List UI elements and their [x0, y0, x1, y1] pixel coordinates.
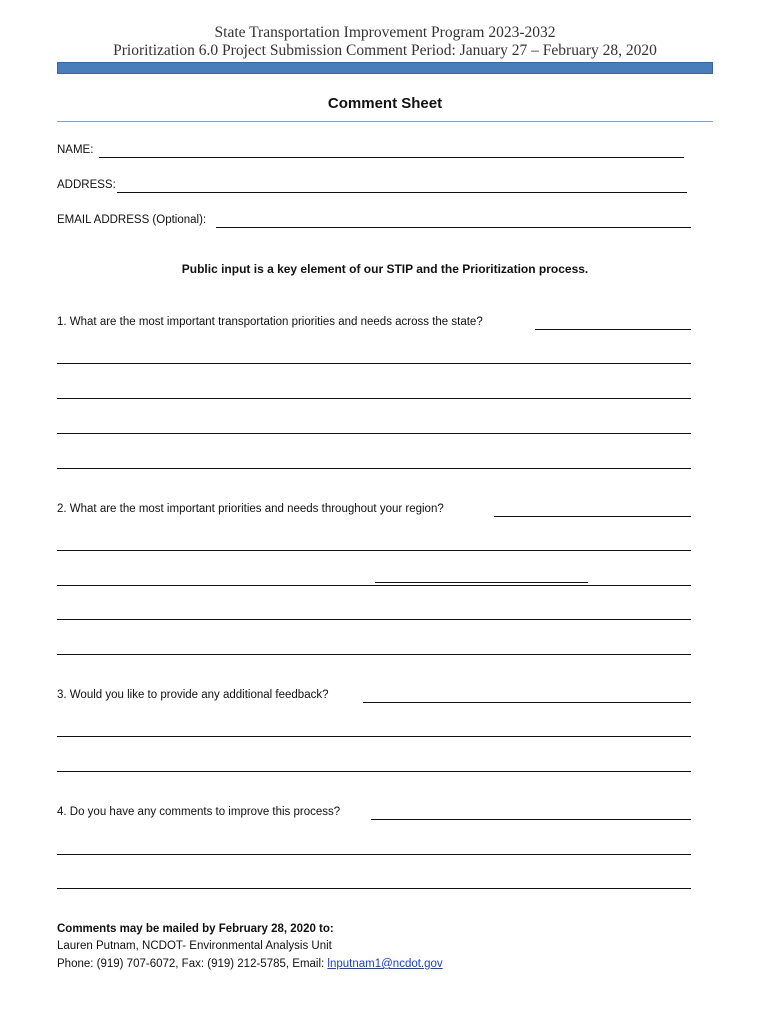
phone-fax-text: Phone: (919) 707-6072, Fax: (919) 212-5785, Email: — [57, 958, 328, 970]
question-4-answer-line[interactable] — [57, 888, 691, 889]
question-2-answer-underline — [375, 582, 588, 583]
address-field[interactable] — [117, 192, 687, 193]
question-1-answer-line[interactable] — [535, 329, 691, 330]
header-blue-bar — [57, 62, 713, 74]
question-1-answer-line[interactable] — [57, 398, 691, 399]
question-2-answer-line[interactable] — [494, 516, 691, 517]
question-3-answer-line[interactable] — [363, 702, 691, 703]
question-2-answer-line[interactable] — [57, 654, 691, 655]
address-label: ADDRESS: — [57, 179, 116, 191]
question-2-answer-line[interactable] — [57, 585, 691, 586]
header-line-1: State Transportation Improvement Program 2023-2032 — [214, 24, 556, 41]
question-1-label: 1. What are the most important transportation priorities and needs across the state? — [57, 316, 483, 328]
question-2-answer-line[interactable] — [57, 619, 691, 620]
intro-statement: Public input is a key element of our STIP and the Prioritization process. — [181, 262, 589, 276]
question-1-answer-line[interactable] — [57, 363, 691, 364]
email-field[interactable] — [216, 227, 691, 228]
name-field[interactable] — [99, 157, 684, 158]
question-4-label: 4. Do you have any comments to improve this process? — [57, 806, 341, 818]
contact-name: Lauren Putnam, NCDOT- Environmental Analysis Unit — [57, 940, 332, 952]
question-3-answer-line[interactable] — [57, 771, 691, 772]
question-4-answer-line[interactable] — [371, 819, 691, 820]
question-1-answer-line[interactable] — [57, 468, 691, 469]
page-title: Comment Sheet — [327, 95, 443, 112]
question-2-label: 2. What are the most important priorities and needs throughout your region? — [57, 503, 444, 515]
header-line-2: Prioritization 6.0 Project Submission Comment Period: January 27 – February 28, 2020 — [113, 42, 657, 59]
contact-phone-fax-email — [57, 958, 443, 970]
mail-heading: Comments may be mailed by February 28, 2020 to: — [57, 923, 334, 935]
question-2-answer-line[interactable] — [57, 550, 691, 551]
email-link[interactable]: lnputnam1@ncdot.gov — [327, 958, 443, 970]
title-rule — [57, 121, 713, 122]
question-1-answer-line[interactable] — [57, 433, 691, 434]
name-label: NAME: — [57, 144, 94, 156]
question-4-answer-line[interactable] — [57, 854, 691, 855]
question-3-label: 3. Would you like to provide any additional feedback? — [57, 689, 329, 701]
email-label: EMAIL ADDRESS (Optional): — [57, 214, 207, 226]
question-3-answer-line[interactable] — [57, 736, 691, 737]
